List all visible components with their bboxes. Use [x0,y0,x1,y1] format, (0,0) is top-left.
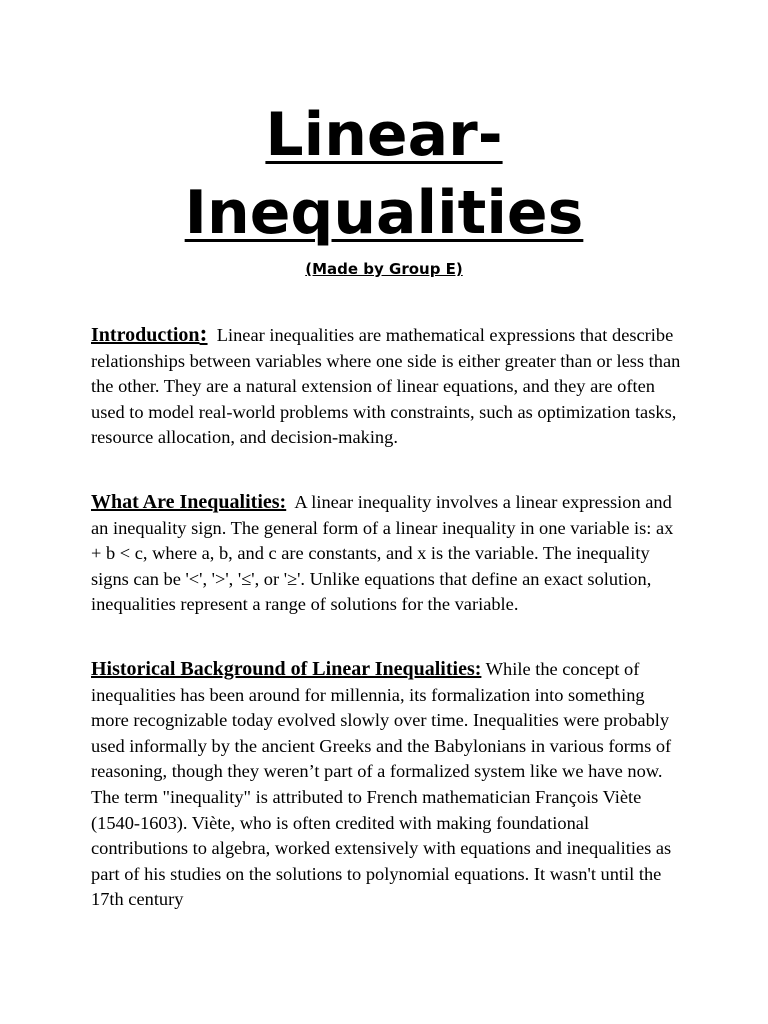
title-line-1: Linear- [265,100,503,170]
title-line-2: Inequalities [184,178,584,248]
introduction-heading-colon: : [199,321,208,347]
document-title [0,96,768,252]
what-are-inequalities-paragraph [91,490,687,618]
what-are-inequalities-text: A linear inequality involves a linear expression and an inequality sign. The general form of a linear inequality in one variable is: ax + b < c, where a, b, and c are constants, and x is the variable. The inequality signs can be '<', '>', '≤', or '≥'. Unlike equations that define an exact solution, inequalities represent a range of solutions for the variable. [91,492,674,615]
introduction-heading: Introduction [91,324,200,346]
introduction-paragraph [91,322,687,451]
historical-background-heading: Historical Background of Linear Inequalities: [91,658,482,680]
historical-background-text: While the concept of inequalities has been around for millennia, its formalization into something more recognizable today evolved slowly over time. Inequalities were probably used informally by the ancient Greeks and the Babylonians in various forms of reasoning, though they weren’t part of a formalized system like we have now. The term "inequality" is attributed to French mathematician François Viète (1540-1603). Viète, who is often credited with making foundational contributions to algebra, worked extensively with equations and inequalities as part of his studies on the solutions to polynomial equations. It wasn't until the 17th century [91,659,672,910]
document-subtitle: (Made by Group E) [305,260,463,278]
introduction-text: Linear inequalities are mathematical expressions that describe relationships between variables where one side is either greater than or less than the other. They are a natural extension of linear equations, and they are often used to model real-world problems with constraints, such as optimization tasks, resource allocation, and decision-making. [91,325,681,448]
what-are-inequalities-heading: What Are Inequalities: [91,491,287,513]
historical-background-paragraph [91,657,687,913]
